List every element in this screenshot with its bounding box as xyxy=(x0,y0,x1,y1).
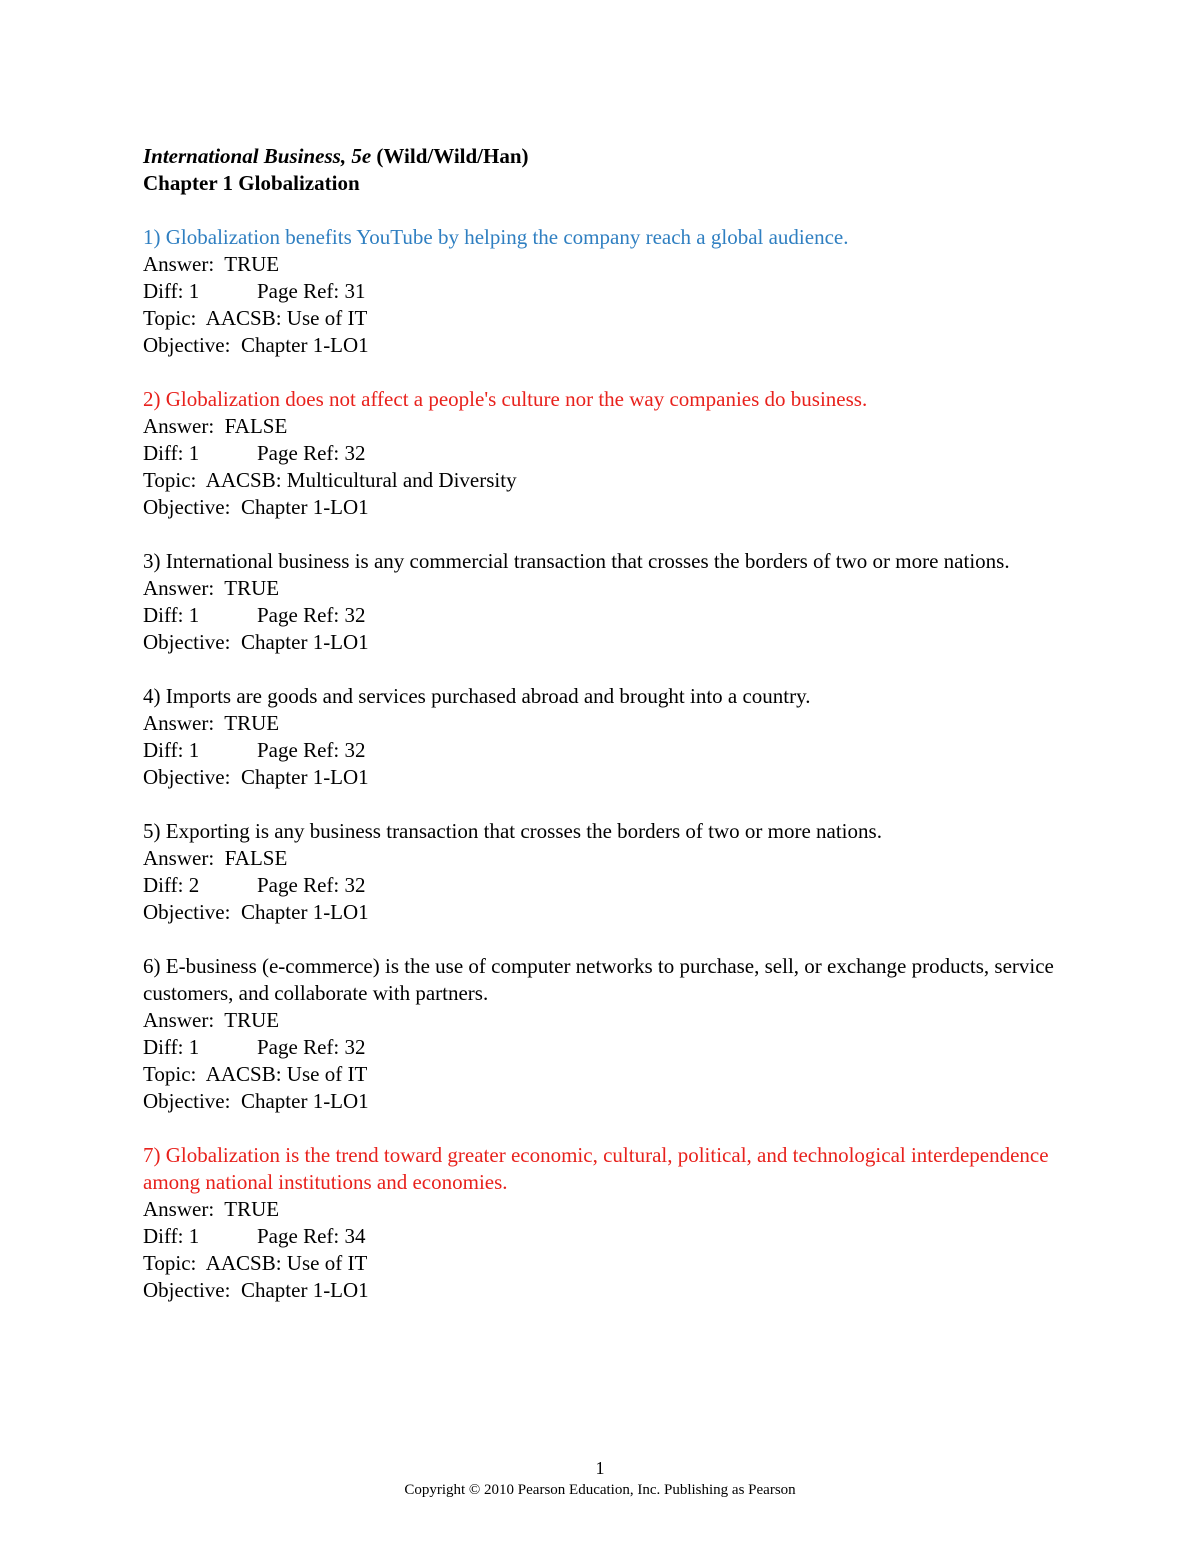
difficulty-value: Diff: 1 xyxy=(143,279,200,303)
question-text: 2) Globalization does not affect a people's culture nor the way companies do business. xyxy=(143,387,868,411)
topic-line: Topic: AACSB: Use of IT xyxy=(143,306,368,330)
answer-line: Answer: FALSE xyxy=(143,846,288,870)
question-item xyxy=(143,224,1063,359)
page-ref-value: Page Ref: 32 xyxy=(257,441,366,465)
difficulty-value: Diff: 1 xyxy=(143,1224,200,1248)
question-item xyxy=(143,548,1063,656)
spacer xyxy=(143,197,1063,224)
answer-line: Answer: TRUE xyxy=(143,252,280,276)
question-text: 1) Globalization benefits YouTube by helping the company reach a global audience. xyxy=(143,225,849,249)
difficulty-line xyxy=(143,440,1063,467)
difficulty-line xyxy=(143,602,1063,629)
topic-line: Topic: AACSB: Use of IT xyxy=(143,1062,368,1086)
objective-line: Objective: Chapter 1-LO1 xyxy=(143,630,369,654)
objective-line: Objective: Chapter 1-LO1 xyxy=(143,495,369,519)
book-title-italic: International Business, 5e xyxy=(143,144,372,168)
topic-line: Topic: AACSB: Multicultural and Diversity xyxy=(143,468,517,492)
question-item xyxy=(143,683,1063,791)
copyright-notice: Copyright © 2010 Pearson Education, Inc. Publishing as Pearson xyxy=(404,1482,796,1498)
difficulty-line xyxy=(143,278,1063,305)
question-list xyxy=(143,224,1063,1304)
difficulty-value: Diff: 1 xyxy=(143,603,200,627)
book-title xyxy=(143,143,1063,170)
page-ref-value: Page Ref: 34 xyxy=(257,1224,366,1248)
page-number: 1 xyxy=(595,1458,605,1478)
answer-line: Answer: TRUE xyxy=(143,1008,280,1032)
question-item xyxy=(143,386,1063,521)
question-text: 6) E-business (e-commerce) is the use of computer networks to purchase, sell, or exchange products, service customers, and collaborate with partners. xyxy=(143,954,1054,1005)
question-item xyxy=(143,953,1063,1115)
question-item xyxy=(143,818,1063,926)
difficulty-line xyxy=(143,737,1063,764)
answer-line: Answer: TRUE xyxy=(143,1197,280,1221)
page-ref-value: Page Ref: 32 xyxy=(257,1035,366,1059)
objective-line: Objective: Chapter 1-LO1 xyxy=(143,1089,369,1113)
difficulty-line xyxy=(143,1223,1063,1250)
difficulty-value: Diff: 2 xyxy=(143,873,200,897)
document-content xyxy=(143,143,1063,1331)
page-ref-value: Page Ref: 32 xyxy=(257,603,366,627)
answer-line: Answer: FALSE xyxy=(143,414,288,438)
page-ref-value: Page Ref: 32 xyxy=(257,738,366,762)
question-text: 5) Exporting is any business transaction that crosses the borders of two or more nations. xyxy=(143,819,882,843)
difficulty-value: Diff: 1 xyxy=(143,441,200,465)
answer-line: Answer: TRUE xyxy=(143,576,280,600)
question-item xyxy=(143,1142,1063,1304)
difficulty-line xyxy=(143,1034,1063,1061)
page-ref-value: Page Ref: 31 xyxy=(257,279,366,303)
page-ref-value: Page Ref: 32 xyxy=(257,873,366,897)
objective-line: Objective: Chapter 1-LO1 xyxy=(143,900,369,924)
answer-line: Answer: TRUE xyxy=(143,711,280,735)
question-text: 7) Globalization is the trend toward greater economic, cultural, political, and technological interdependence among national institutions and economies. xyxy=(143,1143,1049,1194)
difficulty-value: Diff: 1 xyxy=(143,1035,200,1059)
question-text: 4) Imports are goods and services purchased abroad and brought into a country. xyxy=(143,684,811,708)
difficulty-line xyxy=(143,872,1063,899)
book-authors: (Wild/Wild/Han) xyxy=(371,144,529,168)
objective-line: Objective: Chapter 1-LO1 xyxy=(143,765,369,789)
topic-line: Topic: AACSB: Use of IT xyxy=(143,1251,368,1275)
chapter-heading: Chapter 1 Globalization xyxy=(143,171,360,195)
question-text: 3) International business is any commercial transaction that crosses the borders of two or more nations. xyxy=(143,549,1010,573)
objective-line: Objective: Chapter 1-LO1 xyxy=(143,333,369,357)
difficulty-value: Diff: 1 xyxy=(143,738,200,762)
objective-line: Objective: Chapter 1-LO1 xyxy=(143,1278,369,1302)
